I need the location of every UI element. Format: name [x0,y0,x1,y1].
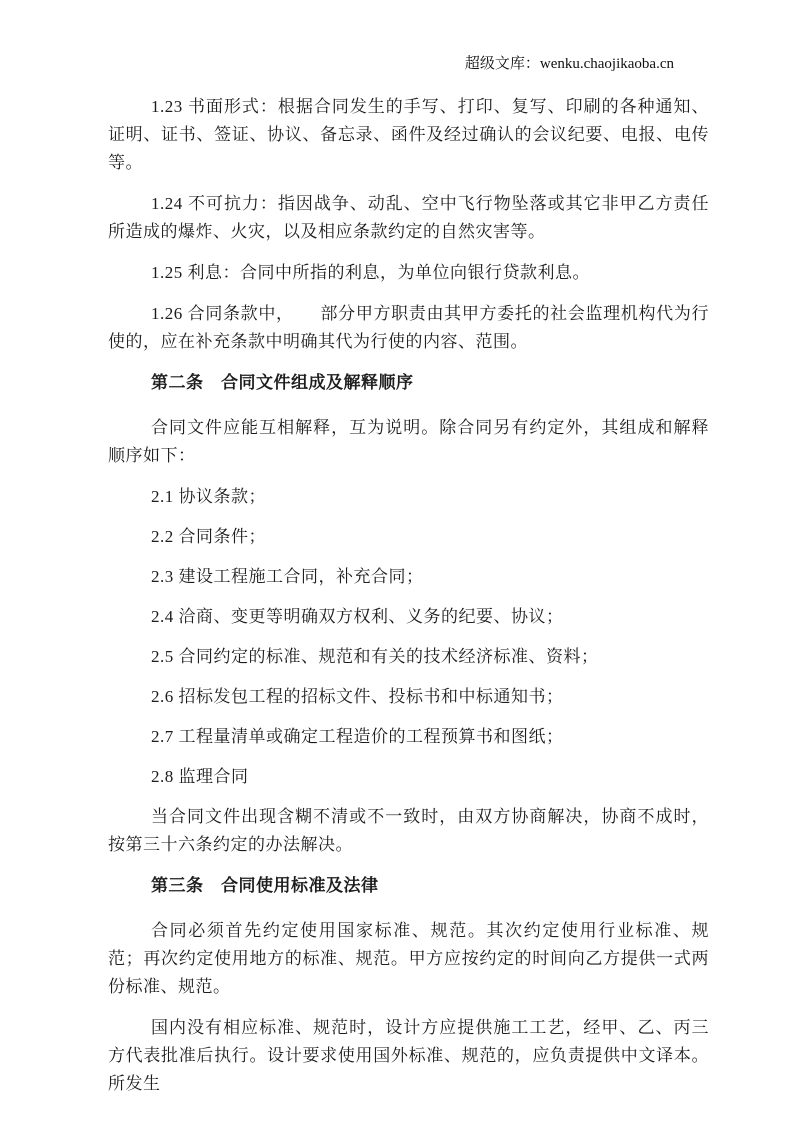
list-item-2-4: 2.4 洽商、变更等明确双方权利、义务的纪要、协议； [151,607,564,626]
list-item-2-5: 2.5 合同约定的标准、规范和有关的技术经济标准、资料； [151,647,599,666]
list-item-2-3: 2.3 建设工程施工合同，补充合同； [151,567,424,586]
paragraph-foreign-standards: 国内没有相应标准、规范时，设计方应提供施工工艺，经甲、乙、丙三方代表批准后执行。设计要求使用国外标准、规范的，应负责提供中文译本。所发生 [108,1018,709,1093]
heading-article-2: 第二条 合同文件组成及解释顺序 [151,373,414,392]
paragraph-dispute-resolution: 当合同文件出现含糊不清或不一致时，由双方协商解决，协商不成时，按第三十六条约定的办法解决。 [108,807,709,854]
paragraph-article-2-intro: 合同文件应能互相解释，互为说明。除合同另有约定外，其组成和解释顺序如下： [108,418,709,465]
list-item-2-6: 2.6 招标发包工程的招标文件、投标书和中标通知书； [151,687,564,706]
list-item-2-7: 2.7 工程量清单或确定工程造价的工程预算书和图纸； [151,727,564,746]
site-watermark: 超级文库：wenku.chaojikaoba.cn [464,56,674,72]
paragraph-clause-1-24: 1.24 不可抗力：指因战争、动乱、空中飞行物坠落或其它非甲乙方责任所造成的爆炸、火灾，以及相应条款约定的自然灾害等。 [108,194,709,241]
heading-article-3: 第三条 合同使用标准及法律 [151,876,379,895]
paragraph-standards-order: 合同必须首先约定使用国家标准、规范。其次约定使用行业标准、规范；再次约定使用地方的标准、规范。甲方应按约定的时间向乙方提供一式两份标准、规范。 [108,921,709,996]
list-item-2-2: 2.2 合同条件； [151,527,266,546]
list-item-2-1: 2.1 协议条款； [151,487,266,506]
paragraph-clause-1-25: 1.25 利息：合同中所指的利息，为单位向银行贷款利息。 [151,263,590,282]
paragraph-clause-1-23: 1.23 书面形式：根据合同发生的手写、打印、复写、印刷的各种通知、证明、证书、签证、协议、备忘录、函件及经过确认的会议纪要、电报、电传等。 [108,97,709,172]
list-item-2-8: 2.8 监理合同 [151,767,249,786]
paragraph-clause-1-26: 1.26 合同条款中， 部分甲方职责由其甲方委托的社会监理机构代为行使的，应在补充条款中明确其代为行使的内容、范围。 [108,304,709,351]
document-body [108,93,709,1098]
